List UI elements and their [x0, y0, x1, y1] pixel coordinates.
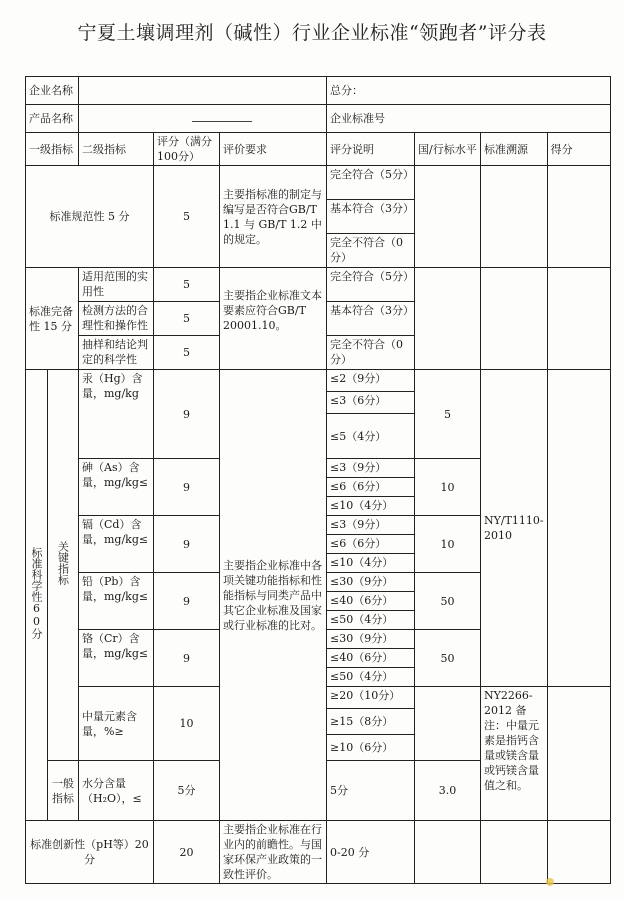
complete-item-2: 检测方法的合理性和操作性 — [79, 302, 154, 336]
complete-score-1: 5 — [154, 268, 220, 302]
mid-got[interactable] — [547, 687, 610, 821]
cr-criteria-1: ≤30（9分） — [327, 630, 415, 649]
innov-criteria: 0-20 分 — [327, 821, 415, 884]
col-score: 评分（满分100分） — [154, 133, 220, 166]
cd-level: 10 — [415, 516, 481, 573]
col-source: 标准溯源 — [481, 133, 548, 166]
pb-score: 9 — [154, 573, 220, 630]
pb-name: 铅（Pb）含量，mg/kg≤ — [79, 573, 154, 630]
water-criteria: 5分 — [327, 761, 415, 821]
complete-criteria-2: 基本符合（3分） — [327, 302, 415, 336]
mid-source: NY2266-2012 备注：中量元素是指钙含量或镁含量或钙镁含量值之和。 — [481, 687, 548, 821]
science-general-label: 一般指标 — [48, 761, 79, 821]
complete-criteria-3: 完全不符合（0分） — [327, 336, 415, 370]
complete-item-1: 适用范围的实用性 — [79, 268, 154, 302]
std-level1: 标准规范性 5 分 — [26, 166, 154, 268]
product-underline — [192, 113, 252, 122]
cd-name: 镉（Cd）含量，mg/kg≤ — [79, 516, 154, 573]
water-level: 3.0 — [415, 761, 481, 821]
as-criteria-1: ≤3（9分） — [327, 459, 415, 478]
complete-requirement: 主要指企业标准文本要素应符合GB/T 20001.10。 — [220, 268, 327, 370]
std-criteria-1: 完全符合（5分） — [327, 166, 415, 200]
cr-score: 9 — [154, 630, 220, 687]
as-criteria-2: ≤6（6分） — [327, 478, 415, 497]
standard-no-label: 企业标准号 — [327, 105, 611, 133]
cr-name: 铬（Cr）含量，mg/kg≤ — [79, 630, 154, 687]
std-criteria-2: 基本符合（3分） — [327, 200, 415, 234]
std-criteria-3: 完全不符合（0分） — [327, 234, 415, 268]
ink-dot — [546, 878, 554, 886]
std-score: 5 — [154, 166, 220, 268]
std-source — [481, 166, 548, 268]
pb-criteria-1: ≤30（9分） — [327, 573, 415, 592]
innov-got[interactable] — [547, 821, 610, 884]
product-name-label: 产品名称 — [26, 105, 79, 133]
innov-source — [481, 821, 548, 884]
pb-criteria-2: ≤40（6分） — [327, 592, 415, 611]
col-level: 国/行标水平 — [415, 133, 481, 166]
col-level2: 二级指标 — [79, 133, 154, 166]
mid-criteria-3: ≥10（6分） — [327, 735, 415, 761]
as-name: 砷（As）含量，mg/kg≤ — [79, 459, 154, 516]
complete-item-3: 抽样和结论判定的科学性 — [79, 336, 154, 370]
mid-criteria-2: ≥15（8分） — [327, 709, 415, 735]
mid-criteria-1: ≥20（10分） — [327, 687, 415, 709]
hg-criteria-1: ≤2（9分） — [327, 370, 415, 392]
std-level — [415, 166, 481, 268]
product-row — [26, 105, 611, 133]
as-score: 9 — [154, 459, 220, 516]
innov-requirement: 主要指企业标准在行业内的前瞻性。与国家环保产业政策的一致性评价。 — [220, 821, 327, 884]
col-got: 得分 — [547, 133, 610, 166]
company-name-label: 企业名称 — [26, 77, 79, 105]
as-level: 10 — [415, 459, 481, 516]
score-table — [25, 76, 611, 884]
hg-name: 汞（Hg）含量，mg/kg — [79, 370, 154, 459]
water-name: 水分含量（H₂O），≤ — [79, 761, 154, 821]
cr-criteria-3: ≤50（4分） — [327, 668, 415, 687]
std-requirement: 主要指标准的制定与编写是否符合GB/T 1.1 与 GB/T 1.2 中的规定。 — [220, 166, 327, 268]
complete-got[interactable] — [547, 268, 610, 370]
cd-criteria-3: ≤10（4分） — [327, 554, 415, 573]
pb-level: 50 — [415, 573, 481, 630]
heavy-source: NY/T1110-2010 — [481, 370, 548, 687]
hg-level: 5 — [415, 370, 481, 459]
col-requirement: 评价要求 — [220, 133, 327, 166]
hg-criteria-2: ≤3（6分） — [327, 392, 415, 414]
mid-name: 中量元素含量，%≥ — [79, 687, 154, 761]
complete-level — [415, 268, 481, 370]
std-got[interactable] — [547, 166, 610, 268]
cd-criteria-2: ≤6（6分） — [327, 535, 415, 554]
column-header-row — [26, 133, 611, 166]
heavy-got[interactable] — [547, 370, 610, 687]
hg-criteria-3: ≤5（4分） — [327, 414, 415, 459]
col-level1: 一级指标 — [26, 133, 79, 166]
page-title: 宁夏土壤调理剂（碱性）行业企业标准“领跑者”评分表 — [77, 22, 547, 44]
innov-level1: 标准创新性（pH等）20 分 — [26, 821, 154, 884]
mid-level — [415, 687, 481, 761]
cd-score: 9 — [154, 516, 220, 573]
company-row — [26, 77, 611, 105]
complete-source — [481, 268, 548, 370]
col-criteria: 评分说明 — [327, 133, 415, 166]
company-name-field[interactable] — [79, 77, 327, 105]
science-level1: 标准科学性60分 — [26, 370, 48, 821]
complete-score-3: 5 — [154, 336, 220, 370]
complete-level1: 标准完备性 15 分 — [26, 268, 79, 370]
as-criteria-3: ≤10（4分） — [327, 497, 415, 516]
complete-criteria-1: 完全符合（5分） — [327, 268, 415, 302]
innov-score: 20 — [154, 821, 220, 884]
cd-criteria-1: ≤3（9分） — [327, 516, 415, 535]
total-score-label: 总分： — [327, 77, 611, 105]
innov-level — [415, 821, 481, 884]
complete-score-2: 5 — [154, 302, 220, 336]
science-key-label: 关键指标 — [48, 370, 79, 761]
mid-score: 10 — [154, 687, 220, 761]
product-name-field[interactable] — [79, 105, 327, 133]
hg-score: 9 — [154, 370, 220, 459]
science-requirement: 主要指企业标准中各项关键功能指标和性能指标与同类产品中其它企业标准及国家或行业标准的比对。 — [220, 370, 327, 821]
cr-criteria-2: ≤40（6分） — [327, 649, 415, 668]
water-score: 5分 — [154, 761, 220, 821]
pb-criteria-3: ≤50（4分） — [327, 611, 415, 630]
cr-level: 50 — [415, 630, 481, 687]
